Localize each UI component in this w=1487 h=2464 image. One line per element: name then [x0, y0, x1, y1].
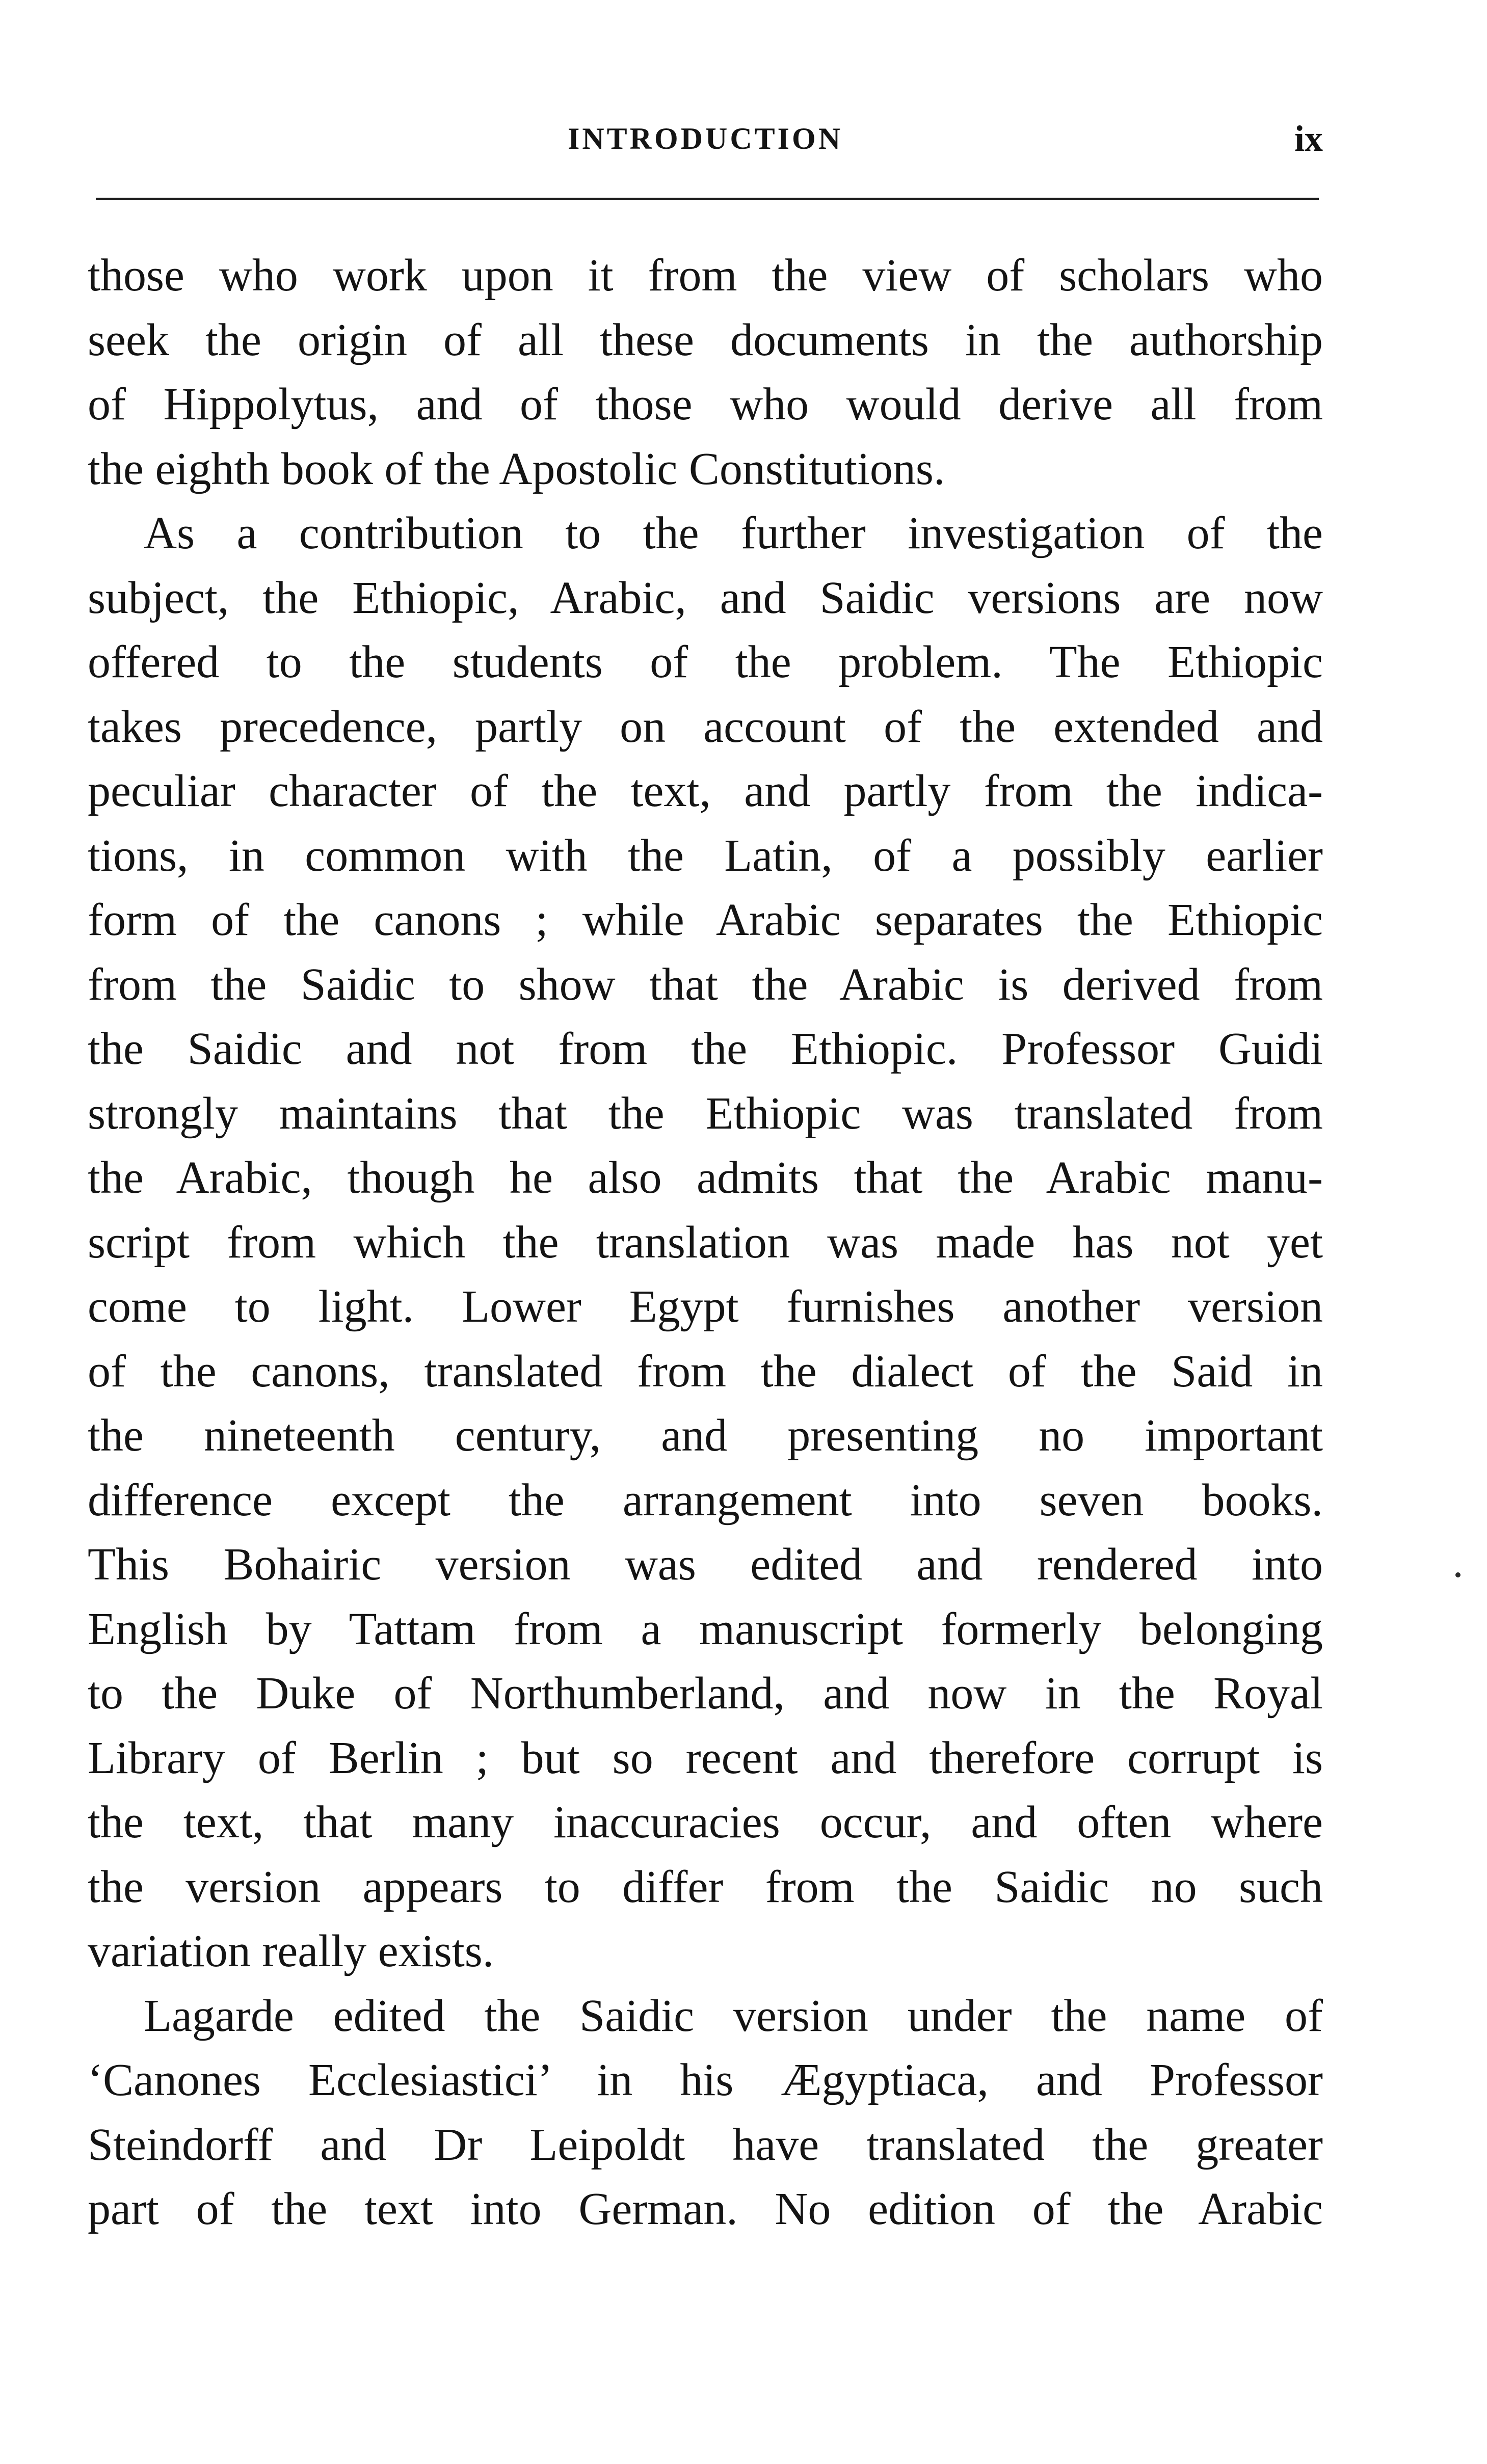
text-line: of the canons, translated from the dialect of the Said in	[88, 1346, 1323, 1397]
header-rule	[96, 198, 1319, 200]
text-line: from the Saidic to show that the Arabic is derived from	[88, 959, 1323, 1010]
paragraph-2	[88, 501, 1323, 1984]
text-line: As a contribution to the further investigation of the	[144, 508, 1323, 558]
text-line: variation really exists.	[88, 1926, 494, 1976]
text-line: ‘Canones Ecclesiastici’ in his Ægyptiaca, and Professor	[88, 2055, 1323, 2105]
text-line: Steindorff and Dr Leipoldt have translated the greater	[88, 2119, 1323, 2170]
text-line: form of the canons ; while Arabic separates the Ethiopic	[88, 895, 1323, 945]
text-line: tions, in common with the Latin, of a possibly earlier	[88, 830, 1323, 881]
text-line: those who work upon it from the view of scholars who	[88, 250, 1323, 301]
text-line: the nineteenth century, and presenting no important	[88, 1410, 1323, 1461]
text-line: to the Duke of Northumberland, and now in the Royal	[88, 1668, 1323, 1719]
paragraph-1	[88, 244, 1323, 501]
text-line: the version appears to differ from the Saidic no such	[88, 1861, 1323, 1912]
text-line: Library of Berlin ; but so recent and therefore corrupt is	[88, 1732, 1323, 1783]
text-line: seek the origin of all these documents in the authorship	[88, 314, 1323, 365]
stray-ink-mark	[1455, 1572, 1461, 1577]
text-line: the text, that many inaccuracies occur, and often where	[88, 1797, 1323, 1847]
text-line: part of the text into German. No edition of the Arabic	[88, 2184, 1323, 2234]
text-line: the eighth book of the Apostolic Constitutions.	[88, 443, 945, 494]
text-line: This Bohairic version was edited and rendered into	[88, 1539, 1323, 1590]
text-line: the Arabic, though he also admits that the Arabic manu-	[88, 1153, 1323, 1203]
body-text	[88, 244, 1323, 2242]
text-line: script from which the translation was made has not yet	[88, 1217, 1323, 1268]
text-line: of Hippolytus, and of those who would derive all from	[88, 379, 1323, 430]
text-line: Lagarde edited the Saidic version under the name of	[144, 1990, 1323, 2041]
text-line: the Saidic and not from the Ethiopic. Professor Guidi	[88, 1024, 1323, 1074]
text-line: offered to the students of the problem. The Ethiopic	[88, 637, 1323, 687]
text-line: peculiar character of the text, and partly from the indica-	[88, 766, 1323, 816]
text-line: strongly maintains that the Ethiopic was translated from	[88, 1088, 1323, 1139]
text-line: subject, the Ethiopic, Arabic, and Saidic versions are now	[88, 572, 1323, 623]
running-title: INTRODUCTION	[567, 122, 843, 155]
running-head	[88, 113, 1323, 164]
text-line: come to light. Lower Egypt furnishes another version	[88, 1281, 1323, 1332]
text-line: English by Tattam from a manuscript formerly belonging	[88, 1603, 1323, 1654]
page-number: ix	[1294, 118, 1323, 159]
text-line: takes precedence, partly on account of the extended and	[88, 701, 1323, 752]
text-line: difference except the arrangement into seven books.	[88, 1475, 1323, 1525]
paragraph-3	[88, 1984, 1323, 2242]
